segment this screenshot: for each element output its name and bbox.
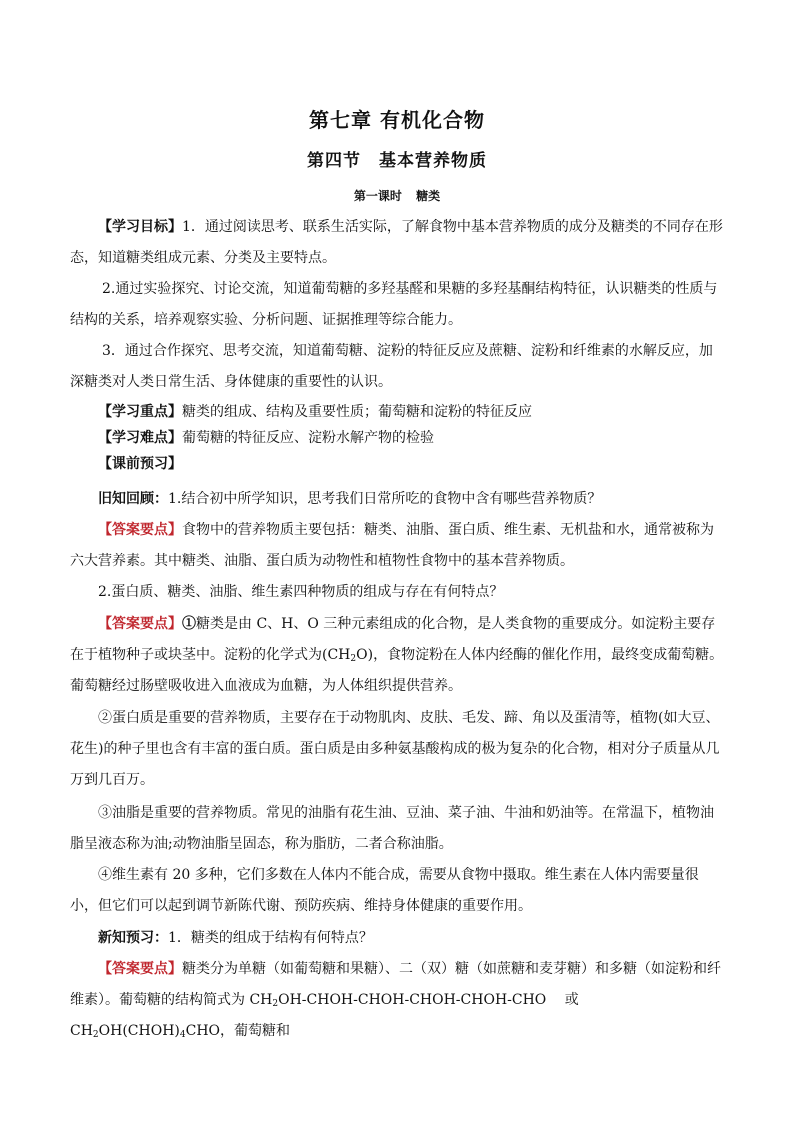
goals-label: 【学习目标】 xyxy=(98,219,182,235)
review-answer-5 xyxy=(70,860,725,922)
subscript: 2 xyxy=(272,999,279,1009)
subscript: 2 xyxy=(350,654,357,664)
difficulties-text: 葡萄糖的特征反应、淀粉水解产物的检验 xyxy=(182,430,434,446)
review-answer-4 xyxy=(70,798,725,860)
lesson-title xyxy=(0,187,794,204)
key-points-text: 糖类的组成、结构及重要性质；葡萄糖和淀粉的特征反应 xyxy=(182,404,532,420)
lesson-title-topic: 糖类 xyxy=(416,189,441,203)
preview-heading xyxy=(70,449,725,480)
goals-item-1: 1．通过阅读思考、联系生活实际，了解食物中基本营养物质的成分及糖类的不同存在形态，知道糖类组成元素、分类及主要特点。 xyxy=(70,219,723,266)
goals-item-3: 3．通过合作探究、思考交流，知道葡萄糖、淀粉的特征反应及蔗糖、淀粉和纤维素的水解反应，加深糖类对人类日常生活、身体健康的重要性的认识。 xyxy=(70,343,713,390)
review-answer-1 xyxy=(70,515,725,577)
review-q2-text: 2.蛋白质、糖类、油脂、维生素四种物质的组成与存在有何特点？ xyxy=(98,584,504,600)
new-answer-1 xyxy=(70,954,725,1047)
lesson-title-period: 第一课时 xyxy=(353,189,402,203)
preview-label: 【课前预习】 xyxy=(98,456,182,472)
new-q1-text: 1．糖类的组成于结构有何特点？ xyxy=(168,930,373,946)
review-answer-3 xyxy=(70,703,725,796)
subscript: 4 xyxy=(179,1030,186,1040)
answer-label-3: 【答案要点】 xyxy=(98,961,182,977)
goals-paragraph-1 xyxy=(70,212,725,274)
review-a3-text: ②蛋白质是重要的营养物质，主要存在于动物肌肉、皮肤、毛发、蹄、角以及蛋清等，植物(如大豆、花生)的种子里也含有丰富的蛋白质。蛋白质是由多种氨基酸构成的极为复杂的化合物，相对分子质量从几万到几百万。 xyxy=(70,710,720,788)
review-a2-text-2: O)，食物淀粉在人体内经酶的催化作用，最终变成葡萄糖。葡萄糖经过肠壁吸收进入血液成为血糖，为人体组织提供营养。 xyxy=(70,647,724,694)
answer-marker-1: ① xyxy=(182,616,196,632)
answer-label-1: 【答案要点】 xyxy=(98,522,182,538)
section-title: 第四节 基本营养物质 xyxy=(307,151,487,171)
new-a1-text-1: 糖类分为单糖（如葡萄糖和果糖）、二（双）糖（如蔗糖和麦芽糖）和多糖（如淀粉和纤维素）。葡萄糖的结构简式为 CH xyxy=(70,961,721,1008)
review-question-1 xyxy=(70,484,725,515)
review-question-2 xyxy=(70,577,725,608)
review-a4-text: ③油脂是重要的营养物质。常见的油脂有花生油、豆油、菜子油、牛油和奶油等。在常温下，植物油脂呈液态称为油;动物油脂呈固态，称为脂肪，二者合称油脂。 xyxy=(70,805,714,852)
answer-label-2: 【答案要点】 xyxy=(98,616,182,632)
review-label: 旧知回顾： xyxy=(98,491,168,507)
review-a1-text: 食物中的营养物质主要包括：糖类、油脂、蛋白质、维生素、无机盐和水，通常被称为六大营养素。其中糖类、油脂、蛋白质为动物性和植物性食物中的基本营养物质。 xyxy=(70,522,714,569)
review-a5-text: ④维生素有 20 多种，它们多数在人体内不能合成，需要从食物中摄取。维生素在人体内需要量很小，但它们可以起到调节新陈代谢、预防疾病、维持身体健康的重要作用。 xyxy=(70,867,699,914)
subscript: 2 xyxy=(92,1030,99,1040)
new-question-1 xyxy=(70,923,725,954)
goals-item-2: 2.通过实验探究、讨论交流，知道葡萄糖的多羟基醛和果糖的多羟基酮结构特征，认识糖类的性质与结构的关系，培养观察实验、分析问题、证据推理等综合能力。 xyxy=(70,281,718,328)
key-points-label: 【学习重点】 xyxy=(98,404,182,420)
new-a1-text-4: CHO，葡萄糖和 xyxy=(185,1023,291,1039)
new-label: 新知预习： xyxy=(98,930,168,946)
review-answer-2 xyxy=(70,609,725,702)
difficulties-label: 【学习难点】 xyxy=(98,430,182,446)
goals-paragraph-3 xyxy=(70,336,725,398)
new-a1-text-3: OH(CHOH) xyxy=(98,1023,180,1039)
new-a1-text-2: OH-CHOH-CHOH-CHOH-CHOH-CHO 或 CH xyxy=(70,992,579,1039)
review-a2-text-1: 糖类是由 C、H、O 三种元素组成的化合物，是人类食物的重要成分。如淀粉主要存在于植物种子或块茎中。淀粉的化学式为(CH xyxy=(70,616,716,663)
review-q1-text: 1.结合初中所学知识，思考我们日常所吃的食物中含有哪些营养物质？ xyxy=(168,491,602,507)
chapter-title: 第七章 有机化合物 xyxy=(309,108,485,132)
goals-paragraph-2 xyxy=(70,274,725,336)
